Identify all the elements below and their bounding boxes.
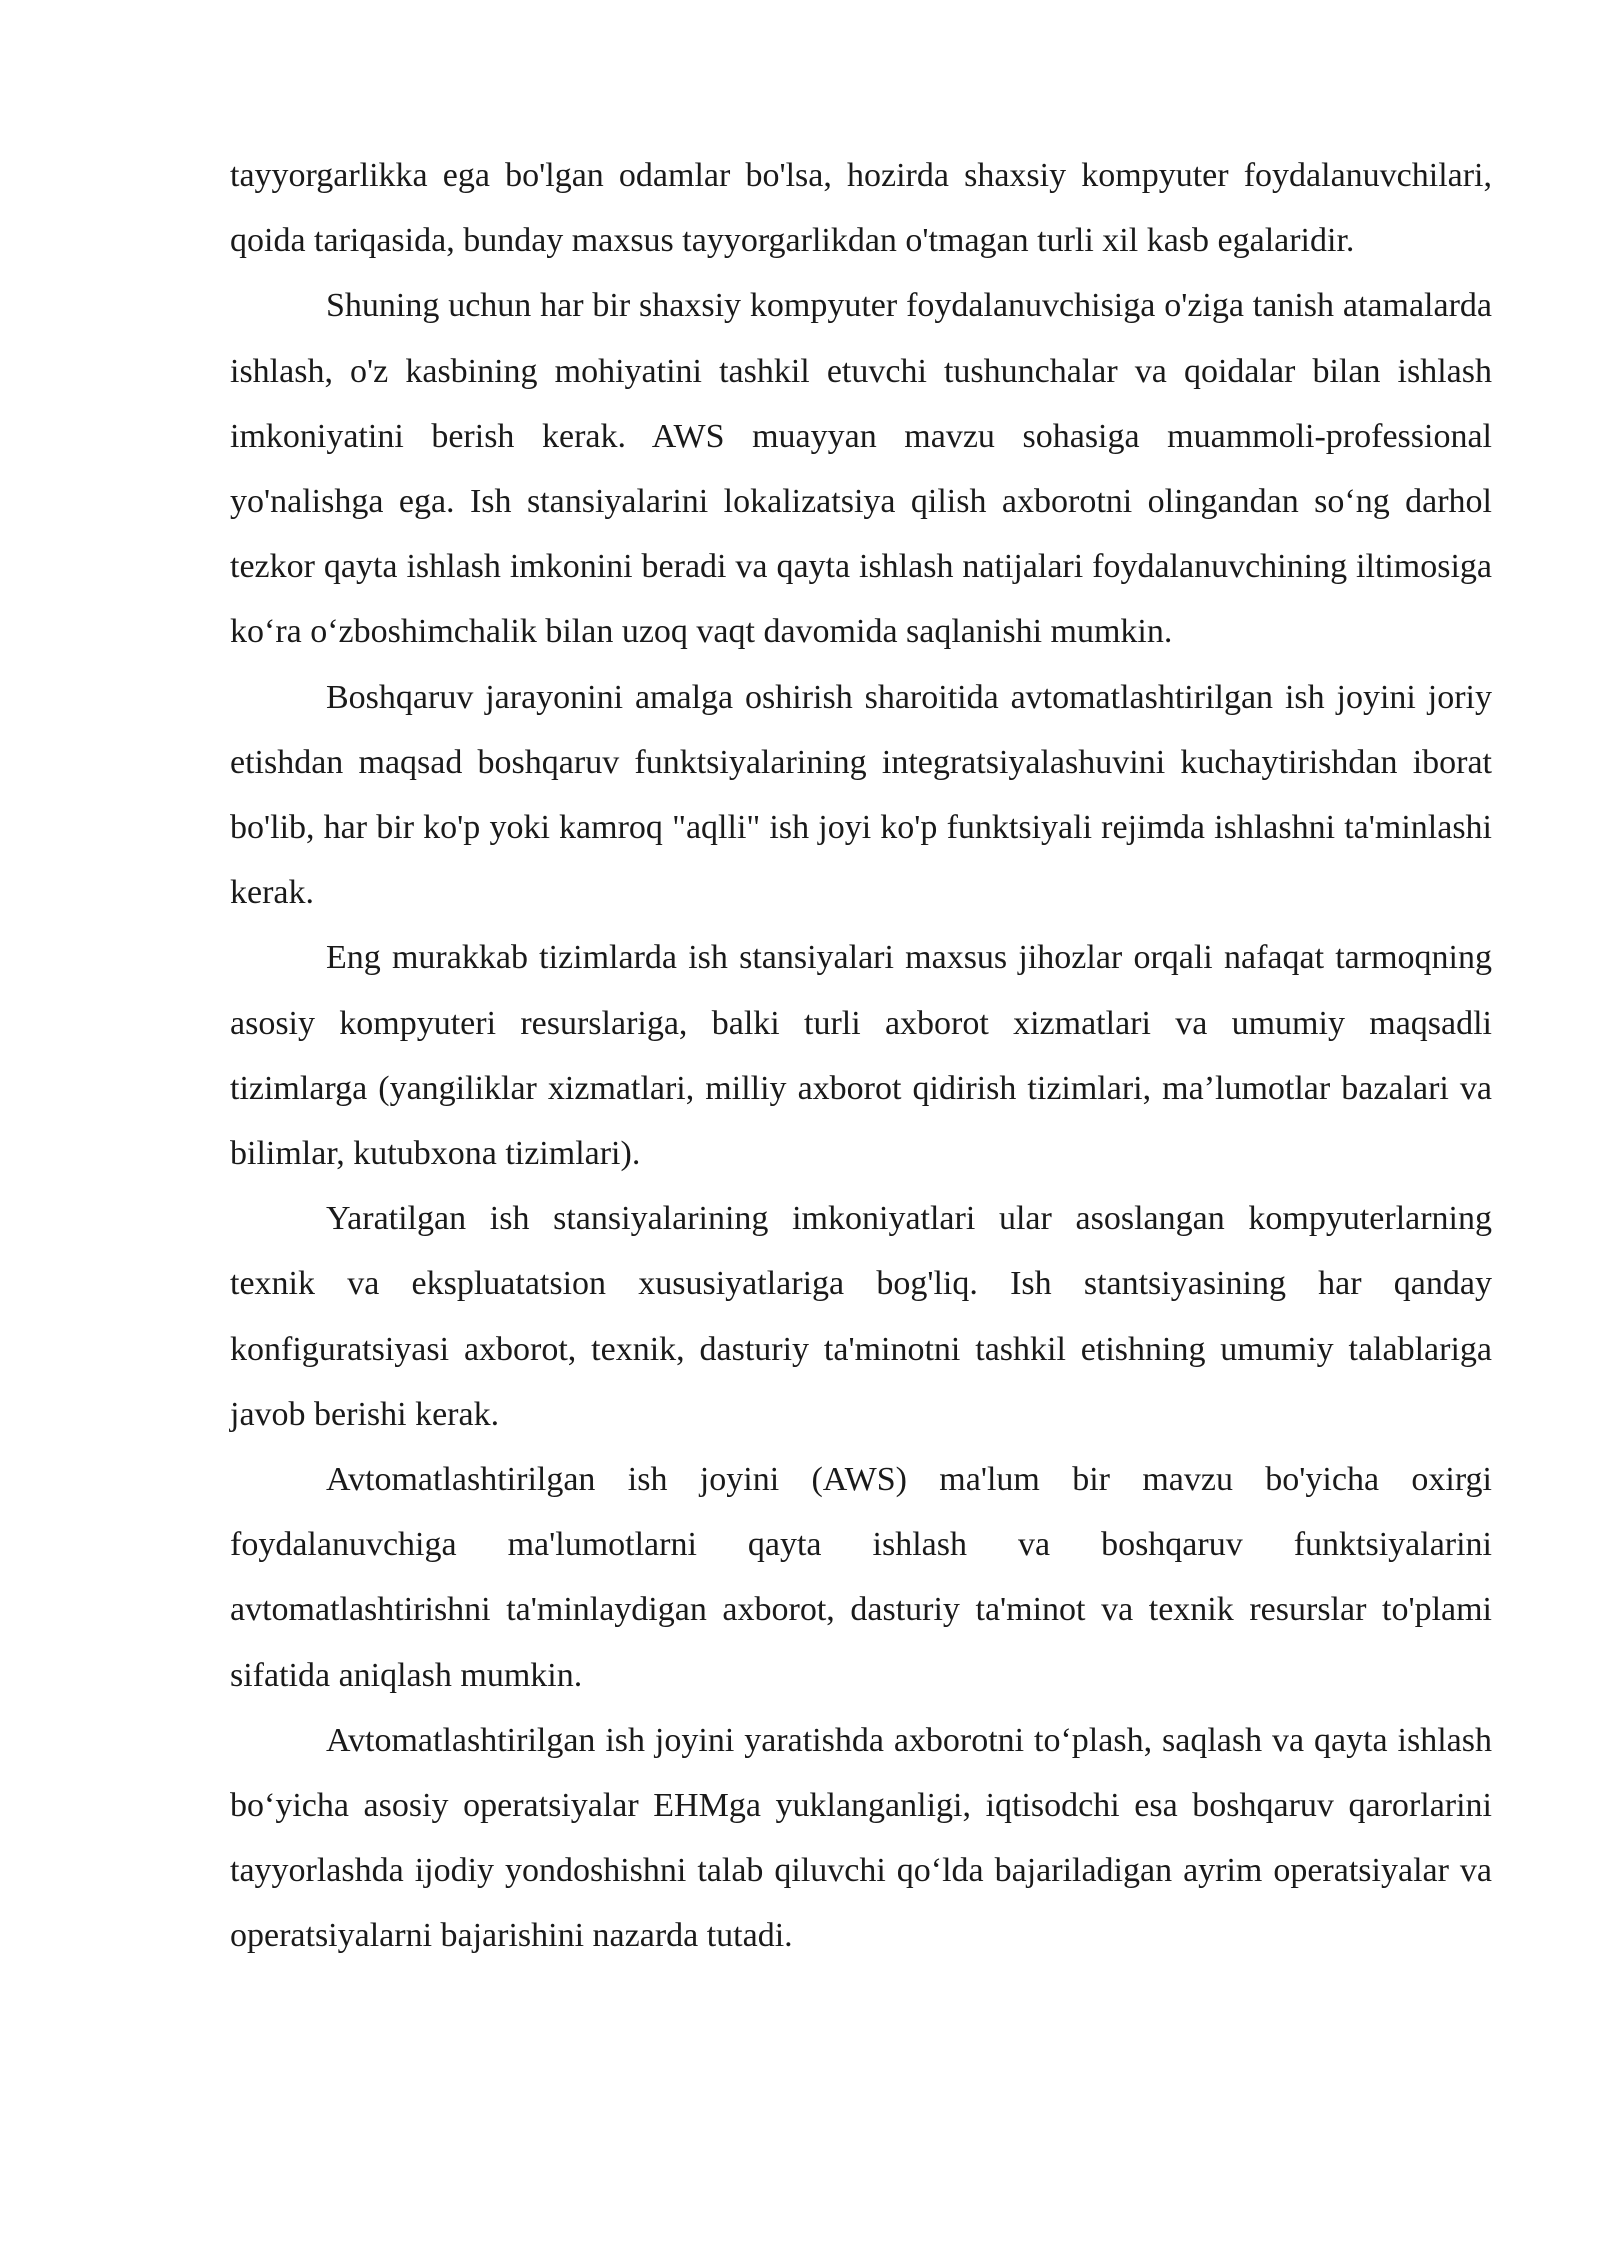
paragraph-continuation: tayyorgarlikka ega bo'lgan odamlar bo'lsa, hozirda shaxsiy kompyuter foydalanuvchilari, qoida tariqasida, bunday maxsus tayyorgarlikdan o'tmagan turli xil kasb egalaridir. <box>230 157 1492 260</box>
document-body <box>230 143 1492 1969</box>
paragraph-workstation-capabilities: Yaratilgan ish stansiyalarining imkoniyatlari ular asoslangan kompyuterlarning texnik va ekspluatatsion xususiyatlariga bog'liq. Ish stantsiyasining har qanday konfiguratsiyasi axborot, texnik, dasturiy ta'minotni tashkil etishning umumiy talablariga javob berishi kerak. <box>230 1200 1492 1433</box>
paragraph-management-process: Boshqaruv jarayonini amalga oshirish sharoitida avtomatlashtirilgan ish joyini joriy etishdan maqsad boshqaruv funktsiyalarining integratsiyalashuvini kuchaytirishdan iborat bo'lib, har bir ko'p yoki kamroq "aqlli" ish joyi ko'p funktsiyali rejimda ishlashni ta'minlashi kerak. <box>230 678 1492 912</box>
paragraph-aws-creation: Avtomatlashtirilgan ish joyini yaratishda axborotni to‘plash, saqlash va qayta ishlash bo‘yicha asosiy operatsiyalar EHMga yuklanganligi, iqtisodchi esa boshqaruv qarorlarini tayyorlashda ijodiy yondoshishni talab qiluvchi qo‘lda bajariladigan ayrim operatsiyalar va operatsiyalarni bajarishini nazarda tutadi. <box>230 1721 1492 1955</box>
paragraph-aws-definition: Avtomatlashtirilgan ish joyini (AWS) ma'lum bir mavzu bo'yicha oxirgi foydalanuvchiga ma'lumotlarni qayta ishlash va boshqaruv funktsiyalarini avtomatlashtirishni ta'minlaydigan axborot, dasturiy ta'minot va texnik resurslar to'plami sifatida aniqlash mumkin. <box>230 1461 1492 1694</box>
paragraph-pc-users-terms: Shuning uchun har bir shaxsiy kompyuter foydalanuvchisiga o'ziga tanish atamalarda ishlash, o'z kasbining mohiyatini tashkil etuvchi tushunchalar va qoidalar bilan ishlash imkoniyatini berish kerak. AWS muayyan mavzu sohasiga muammoli-professional yo'nalishga ega. Ish stansiyalarini lokalizatsiya qilish axborotni olingandan so‘ng darhol tezkor qayta ishlash imkonini beradi va qayta ishlash natijalari foydalanuvchining iltimosiga ko‘ra o‘zboshimchalik bilan uzoq vaqt davomida saqlanishi mumkin. <box>230 287 1492 651</box>
paragraph-complex-systems: Eng murakkab tizimlarda ish stansiyalari maxsus jihozlar orqali nafaqat tarmoqning asosiy kompyuteri resurslariga, balki turli axborot xizmatlari va umumiy maqsadli tizimlarga (yangiliklar xizmatlari, milliy axborot qidirish tizimlari, ma’lumotlar bazalari va bilimlar, kutubxona tizimlari). <box>230 939 1492 1173</box>
